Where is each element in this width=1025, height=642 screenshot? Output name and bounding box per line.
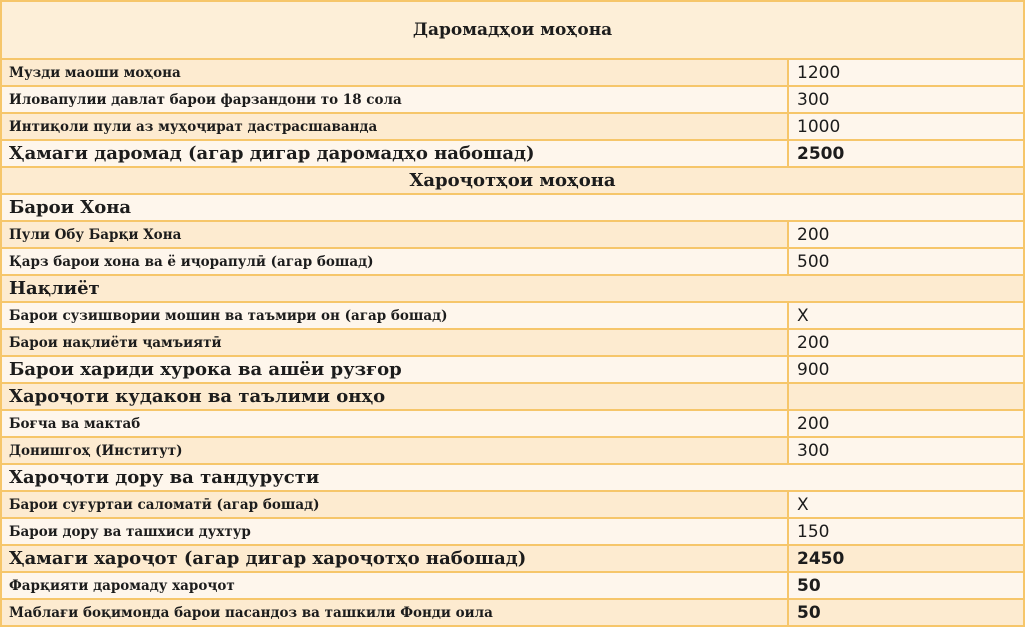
remaining-label: Маблағи боқимонда барои пасандоз ва ташкили Фонди оила xyxy=(0,600,789,625)
table-row xyxy=(0,60,1025,87)
expense-value: X xyxy=(789,303,1025,328)
remaining-row xyxy=(0,600,1025,627)
section-heading-row xyxy=(0,195,1025,222)
table-row xyxy=(0,492,1025,519)
expense-label: Барои суғуртаи саломатӣ (агар бошад) xyxy=(0,492,789,517)
remaining-value: 50 xyxy=(789,600,1025,625)
income-total-label: Ҳамаги даромад (агар дигар даромадҳо набошад) xyxy=(0,141,789,166)
income-label: Интиқоли пули аз муҳоҷират дастрасшаванда xyxy=(0,114,789,139)
expenses-total-row xyxy=(0,546,1025,573)
children-heading: Хароҷоти кудакон ва таълими онҳо xyxy=(0,384,789,409)
expense-value: 500 xyxy=(789,249,1025,274)
income-total-value: 2500 xyxy=(789,141,1025,166)
section-title-row xyxy=(0,168,1025,195)
expense-label: Пули Обу Барқи Хона xyxy=(0,222,789,247)
income-value: 1000 xyxy=(789,114,1025,139)
table-row xyxy=(0,411,1025,438)
transport-heading: Нақлиёт xyxy=(0,276,1025,301)
health-heading: Хароҷоти дору ва тандурусти xyxy=(0,465,1025,490)
expense-label: Қарз барои хона ва ё иҷорапулӣ (агар бошад) xyxy=(0,249,789,274)
expense-label: Барои дору ва ташхиси духтур xyxy=(0,519,789,544)
income-value: 1200 xyxy=(789,60,1025,85)
table-row xyxy=(0,87,1025,114)
table-row xyxy=(0,357,1025,384)
table-row xyxy=(0,249,1025,276)
expenses-total-label: Ҳамаги хароҷот (агар дигар хароҷотҳо набошад) xyxy=(0,546,789,571)
food-value: 900 xyxy=(789,357,1025,382)
page-title: Даромадҳои моҳона xyxy=(0,2,1025,58)
expense-value: 150 xyxy=(789,519,1025,544)
section-heading-row xyxy=(0,384,1025,411)
table-row xyxy=(0,330,1025,357)
title-row xyxy=(0,0,1025,60)
expense-value: X xyxy=(789,492,1025,517)
income-total-row xyxy=(0,141,1025,168)
section-heading-row xyxy=(0,276,1025,303)
expenses-title: Хароҷотҳои моҳона xyxy=(0,168,1025,193)
expense-value: 200 xyxy=(789,222,1025,247)
expenses-total-value: 2450 xyxy=(789,546,1025,571)
difference-value: 50 xyxy=(789,573,1025,598)
expense-label: Барои сузишвории мошин ва таъмири он (агар бошад) xyxy=(0,303,789,328)
section-heading-row xyxy=(0,465,1025,492)
table-row xyxy=(0,519,1025,546)
food-label: Барои хариди хурока ва ашёи рузғор xyxy=(0,357,789,382)
table-row xyxy=(0,438,1025,465)
income-value: 300 xyxy=(789,87,1025,112)
table-row xyxy=(0,303,1025,330)
expense-label: Боғча ва мактаб xyxy=(0,411,789,436)
table-row xyxy=(0,114,1025,141)
difference-label: Фарқияти даромаду хароҷот xyxy=(0,573,789,598)
difference-row xyxy=(0,573,1025,600)
expense-value: 200 xyxy=(789,411,1025,436)
children-heading-empty xyxy=(789,384,1025,409)
expense-value: 300 xyxy=(789,438,1025,463)
expense-label: Барои нақлиёти ҷамъиятӣ xyxy=(0,330,789,355)
table-row xyxy=(0,222,1025,249)
housing-heading: Барои Хона xyxy=(0,195,1025,220)
income-label: Музди маоши моҳона xyxy=(0,60,789,85)
expense-value: 200 xyxy=(789,330,1025,355)
income-label: Иловапулии давлат барои фарзандони то 18 сола xyxy=(0,87,789,112)
expense-label: Донишгоҳ (Институт) xyxy=(0,438,789,463)
